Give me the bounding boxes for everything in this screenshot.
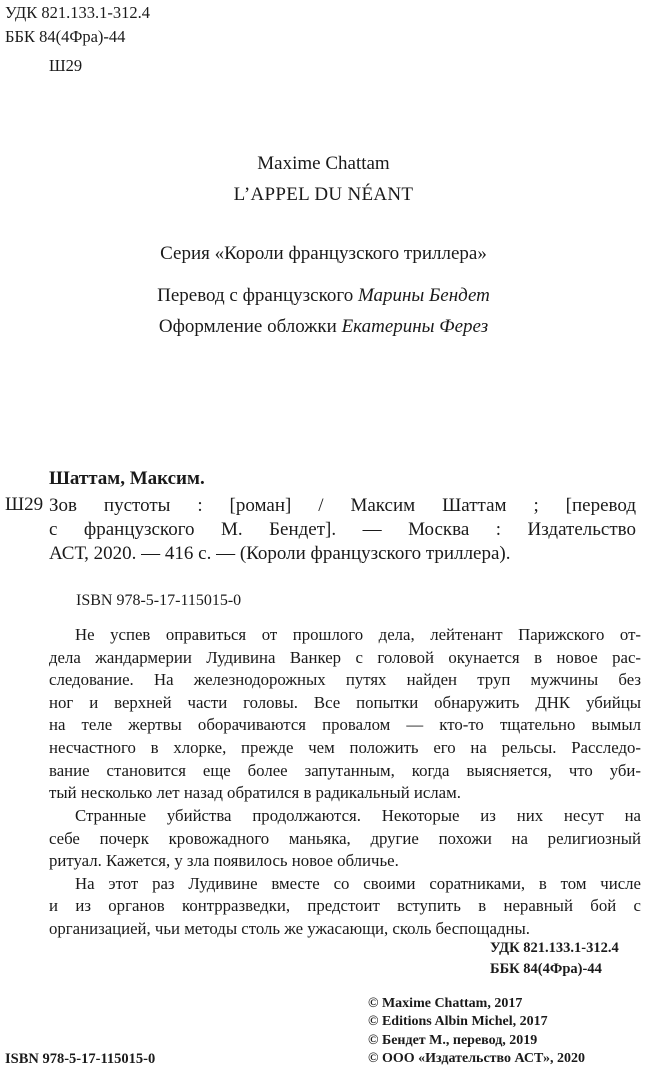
bibliography-line: Зов пустоты : [роман] / Максим Шаттам ; [перевод xyxy=(49,495,636,516)
copyright-line: © Maxime Chattam, 2017 xyxy=(368,996,523,1011)
isbn-middle: ISBN 978-5-17-115015-0 xyxy=(76,592,242,609)
series-line: Серия «Короли французского триллера» xyxy=(160,243,487,264)
cover-design-line xyxy=(0,316,647,338)
annotation-line: следование. На железнодорожных путях найден труп мужчины без xyxy=(49,670,641,689)
udk-code-top: УДК 821.133.1-312.4 xyxy=(5,3,151,22)
copyright-line: © Бендет М., перевод, 2019 xyxy=(368,1033,538,1048)
bibliography-line: с французского М. Бендет]. — Москва : Издательство xyxy=(49,519,636,540)
original-title: L’APPEL DU NÉANT xyxy=(233,184,414,205)
author-code-top: Ш29 xyxy=(49,56,83,75)
annotation-line: несчастного в хлорке, прежде чем положить его на рельсы. Расследо- xyxy=(49,738,641,757)
annotation-line: себе почерк кровожадного маньяка, другие похожи на религиозный xyxy=(49,829,641,848)
bibliography-author-code: Ш29 xyxy=(5,494,44,515)
copyright-line: © Editions Albin Michel, 2017 xyxy=(368,1014,548,1029)
annotation-line: вание становится еще более запутанным, когда выясняется, что уби- xyxy=(49,761,641,780)
annotation-line: ритуал. Кажется, у зла появилось новое обличье. xyxy=(49,851,399,870)
annotation-line: тый несколько лет назад обратился в радикальный ислам. xyxy=(49,783,461,802)
annotation-line: дела жандармерии Лудивина Ванкер с головой окунается в новое рас- xyxy=(49,648,641,667)
annotation-line: На этот раз Лудивине вместе со своими соратниками, в том числе xyxy=(75,874,641,893)
isbn-bottom: ISBN 978-5-17-115015-0 xyxy=(5,1051,156,1067)
bibliography-line: АСТ, 2020. — 416 с. — (Короли французского триллера). xyxy=(49,543,511,564)
annotation-line: ног и верхней части головы. Все попытки обнаружить ДНК убийцы xyxy=(49,693,641,712)
annotation-line: Странные убийства продолжаются. Некоторые из них несут на xyxy=(75,806,641,825)
translator-name: Марины Бендет xyxy=(357,285,490,306)
copyright-line: © ООО «Издательство АСТ», 2020 xyxy=(368,1051,586,1066)
bbk-code-bottom: ББК 84(4Фра)-44 xyxy=(490,961,602,977)
annotation-line: на теле жертвы оборачиваются провалом — кто-то тщательно вымыл xyxy=(49,715,641,734)
annotation-line: организацией, чьи методы столь же ужасающи, сколь беспощадны. xyxy=(49,919,530,938)
bbk-code-top: ББК 84(4Фра)-44 xyxy=(5,27,126,46)
udk-code-bottom: УДК 821.133.1-312.4 xyxy=(490,940,619,956)
translator-prefix: Перевод с французского xyxy=(157,285,358,306)
cover-prefix: Оформление обложки xyxy=(158,316,342,337)
annotation-line: и из органов контрразведки, предстоит вступить в неравный бой с xyxy=(49,896,641,915)
annotation-line: Не успев оправиться от прошлого дела, лейтенант Парижского от- xyxy=(75,625,641,644)
bibliography-heading: Шаттам, Максим. xyxy=(49,468,205,489)
original-author: Maxime Chattam xyxy=(257,153,390,174)
translator-line xyxy=(0,285,647,307)
cover-designer-name: Екатерины Ферез xyxy=(341,316,489,337)
